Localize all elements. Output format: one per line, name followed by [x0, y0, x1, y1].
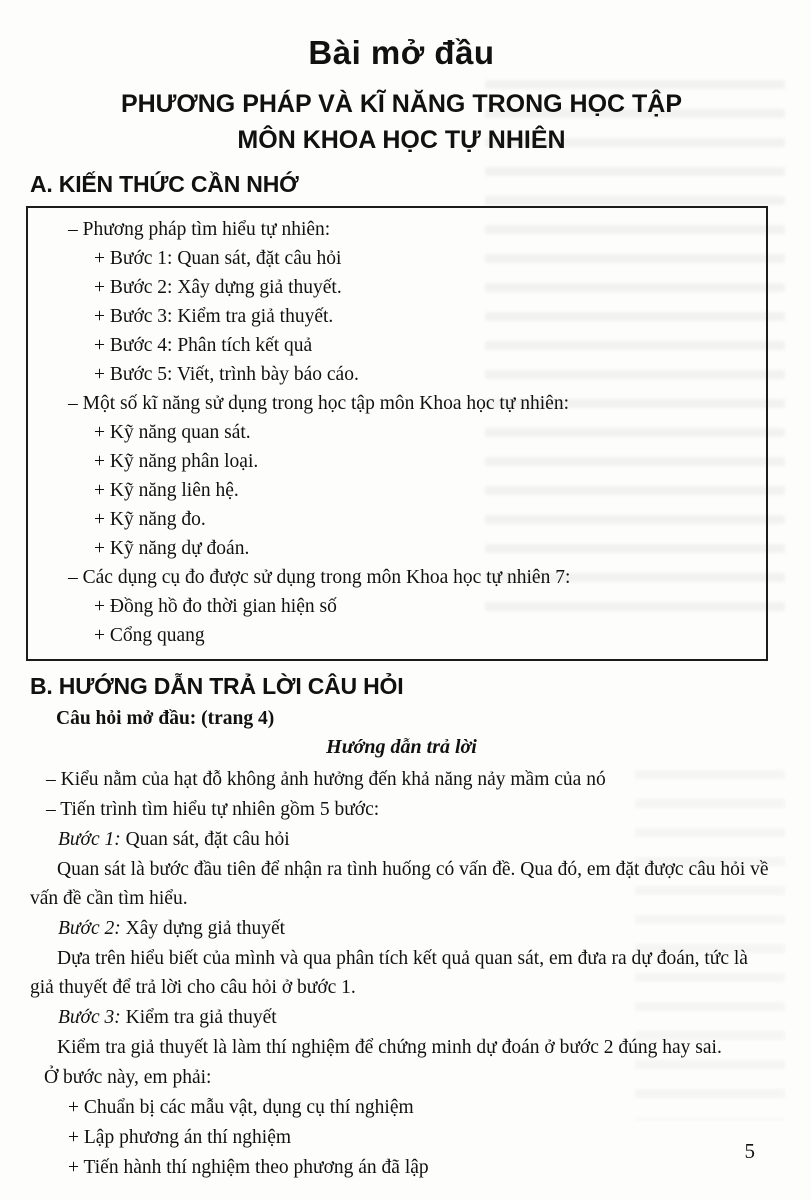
answer-bullet: – Kiểu nằm của hạt đỗ không ảnh hưởng đến khả năng nảy mầm của nó — [46, 768, 606, 790]
step-heading — [58, 1003, 773, 1032]
step-heading — [58, 825, 773, 854]
list-item: + Cổng quang — [94, 624, 205, 646]
list-item: + Bước 1: Quan sát, đặt câu hỏi — [94, 247, 342, 269]
list-item: + Bước 5: Viết, trình bày báo cáo. — [94, 363, 359, 385]
page-subtitle — [30, 86, 773, 159]
step-paragraph: Quan sát là bước đầu tiên để nhận ra tình huống có vấn đề. Qua đó, em đặt được câu hỏi về vấn đề cần tìm hiểu. — [30, 858, 769, 909]
task-item: + Lập phương án thí nghiệm — [68, 1126, 292, 1148]
step-title: Kiểm tra giả thuyết — [120, 1006, 277, 1028]
question-label: Câu hỏi mở đầu: (trang 4) — [56, 707, 275, 729]
section-b-heading: B. HƯỚNG DẪN TRẢ LỜI CÂU HỎI — [30, 672, 404, 699]
page-title: Bài mở đầu — [308, 34, 495, 71]
answer-bullet: – Tiến trình tìm hiểu tự nhiên gồm 5 bước: — [46, 798, 380, 820]
step-label: Bước 2: — [58, 917, 121, 939]
note-line: Ở bước này, em phải: — [44, 1066, 212, 1088]
step-label: Bước 1: — [58, 828, 121, 850]
step-title: Quan sát, đặt câu hỏi — [120, 828, 290, 850]
list-item: + Kỹ năng phân loại. — [94, 450, 259, 472]
task-item: + Tiến hành thí nghiệm theo phương án đã lập — [68, 1156, 429, 1178]
list-item: + Bước 3: Kiểm tra giả thuyết. — [94, 305, 334, 327]
subtitle-line-2: MÔN KHOA HỌC TỰ NHIÊN — [237, 126, 566, 155]
task-item: + Chuẩn bị các mẫu vật, dụng cụ thí nghiệm — [68, 1096, 414, 1118]
page-number: 5 — [744, 1139, 755, 1163]
list-item: + Kỹ năng quan sát. — [94, 421, 251, 443]
step-title: Xây dựng giả thuyết — [120, 917, 286, 939]
list-item: – Một số kĩ năng sử dụng trong học tập môn Khoa học tự nhiên: — [68, 392, 570, 414]
subtitle-line-1: PHƯƠNG PHÁP VÀ KĨ NĂNG TRONG HỌC TẬP — [120, 90, 683, 118]
list-item: – Các dụng cụ đo được sử dụng trong môn Khoa học tự nhiên 7: — [68, 566, 571, 588]
step-paragraph: Kiểm tra giả thuyết là làm thí nghiệm để chứng minh dự đoán ở bước 2 đúng hay sai. — [57, 1036, 722, 1058]
list-item: + Kỹ năng dự đoán. — [94, 537, 250, 559]
section-a-heading: A. KIẾN THỨC CẦN NHỚ — [30, 170, 299, 197]
step-label: Bước 3: — [58, 1006, 121, 1028]
list-item: + Đồng hồ đo thời gian hiện số — [94, 595, 337, 617]
list-item: + Kỹ năng đo. — [94, 508, 206, 530]
step-heading — [58, 914, 773, 943]
list-item: – Phương pháp tìm hiểu tự nhiên: — [68, 218, 331, 240]
knowledge-box — [26, 206, 768, 661]
step-paragraph: Dựa trên hiểu biết của mình và qua phân tích kết quả quan sát, em đưa ra dự đoán, tức là giả thuyết để trả lời cho câu hỏi ở bước 1. — [30, 947, 748, 998]
list-item: + Kỹ năng liên hệ. — [94, 479, 239, 501]
list-item: + Bước 2: Xây dựng giả thuyết. — [94, 276, 342, 298]
list-item: + Bước 4: Phân tích kết quả — [94, 334, 313, 356]
answer-guide-title: Hướng dẫn trả lời — [326, 735, 477, 758]
